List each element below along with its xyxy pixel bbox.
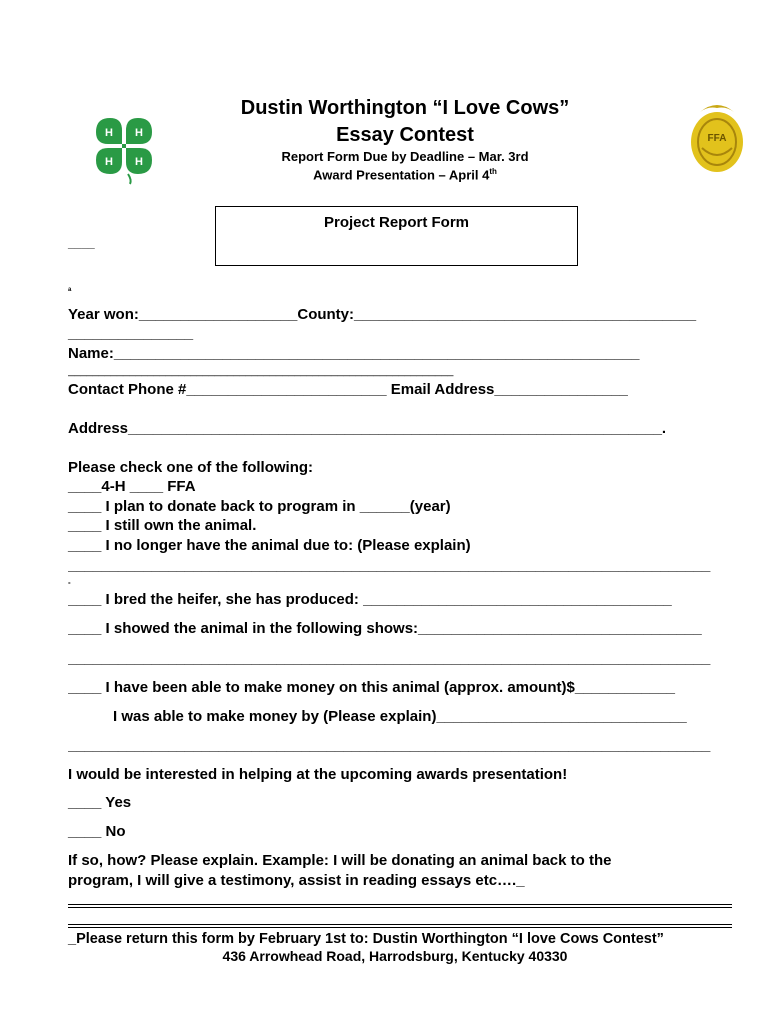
name-underline: _______________________________________________________________ — [68, 365, 454, 377]
award-presentation-line: Award Presentation – April 4th — [313, 167, 497, 183]
title-line-2: Essay Contest — [336, 124, 474, 146]
check-donate-back[interactable]: ____ I plan to donate back to program in ______(year) — [68, 498, 451, 515]
return-instructions: _Please return this form by February 1st to: Dustin Worthington “I love Cows Contest” — [68, 931, 664, 947]
svg-text:H: H — [135, 156, 143, 168]
money-line[interactable]: _____________________________________________________________________________ — [68, 737, 711, 754]
answer-rule-1[interactable] — [68, 904, 732, 905]
svg-text:FFA: FFA — [707, 133, 727, 144]
4h-clover-logo — [88, 108, 160, 186]
address-field[interactable]: Address________________________________________________________________. — [68, 420, 667, 437]
award-date-suffix: th — [489, 167, 497, 176]
title-line-1: Dustin Worthington “I Love Cows” — [240, 97, 570, 119]
contact-phone-email-field[interactable]: Contact Phone #________________________ Email Address________________ — [68, 381, 628, 398]
stray-mark-2: - — [68, 578, 71, 587]
checklist-prompt: Please check one of the following: — [68, 459, 314, 476]
svg-text:H: H — [105, 156, 113, 168]
project-report-form-box — [215, 206, 578, 266]
return-address: 436 Arrowhead Road, Harrodsburg, Kentucky 40330 — [222, 948, 568, 964]
check-no[interactable]: ____ No — [68, 823, 126, 840]
name-field[interactable]: Name:_______________________________________________________________ — [68, 345, 640, 362]
answer-rule-3[interactable] — [68, 924, 732, 925]
money-explain-field[interactable]: I was able to make money by (Please explain)______________________________ — [113, 708, 687, 725]
answer-rule-4[interactable] — [68, 927, 732, 928]
year-county-continuation[interactable]: _______________ — [68, 325, 194, 342]
svg-text:H: H — [105, 127, 113, 139]
explain-line[interactable]: _____________________________________________________________________________ — [68, 557, 711, 574]
svg-text:H: H — [135, 127, 143, 139]
stray-mark-1: a — [68, 287, 72, 293]
check-yes[interactable]: ____ Yes — [68, 794, 132, 811]
ffa-emblem-logo — [686, 96, 748, 176]
check-still-own[interactable]: ____ I still own the animal. — [68, 517, 257, 534]
answer-rule-2[interactable] — [68, 907, 732, 908]
contest-title — [200, 95, 610, 149]
stray-dash: ____ — [68, 236, 95, 250]
check-bred-heifer[interactable]: ____ I bred the heifer, she has produced: _____________________________________ — [68, 591, 672, 608]
check-no-longer-have[interactable]: ____ I no longer have the animal due to: (Please explain) — [68, 537, 471, 554]
check-4h-ffa[interactable]: ____4-H ____ FFA — [68, 478, 196, 495]
report-box-title: Project Report Form — [323, 214, 470, 231]
how-explain-line-1: If so, how? Please explain. Example: I will be donating an animal back to the — [68, 852, 612, 869]
how-explain-line-2: program, I will give a testimony, assist in reading essays etc…._ — [68, 872, 525, 889]
year-won-county-field[interactable]: Year won:___________________County:_________________________________________ — [68, 306, 697, 323]
deadline-line: Report Form Due by Deadline – Mar. 3rd — [281, 149, 529, 164]
check-made-money[interactable]: ____ I have been able to make money on this animal (approx. amount)$____________ — [68, 679, 675, 696]
check-showed-animal[interactable]: ____ I showed the animal in the following shows:__________________________________ — [68, 620, 702, 637]
awards-interest: I would be interested in helping at the upcoming awards presentation! — [68, 766, 568, 783]
shows-line[interactable]: _____________________________________________________________________________ — [68, 650, 711, 667]
